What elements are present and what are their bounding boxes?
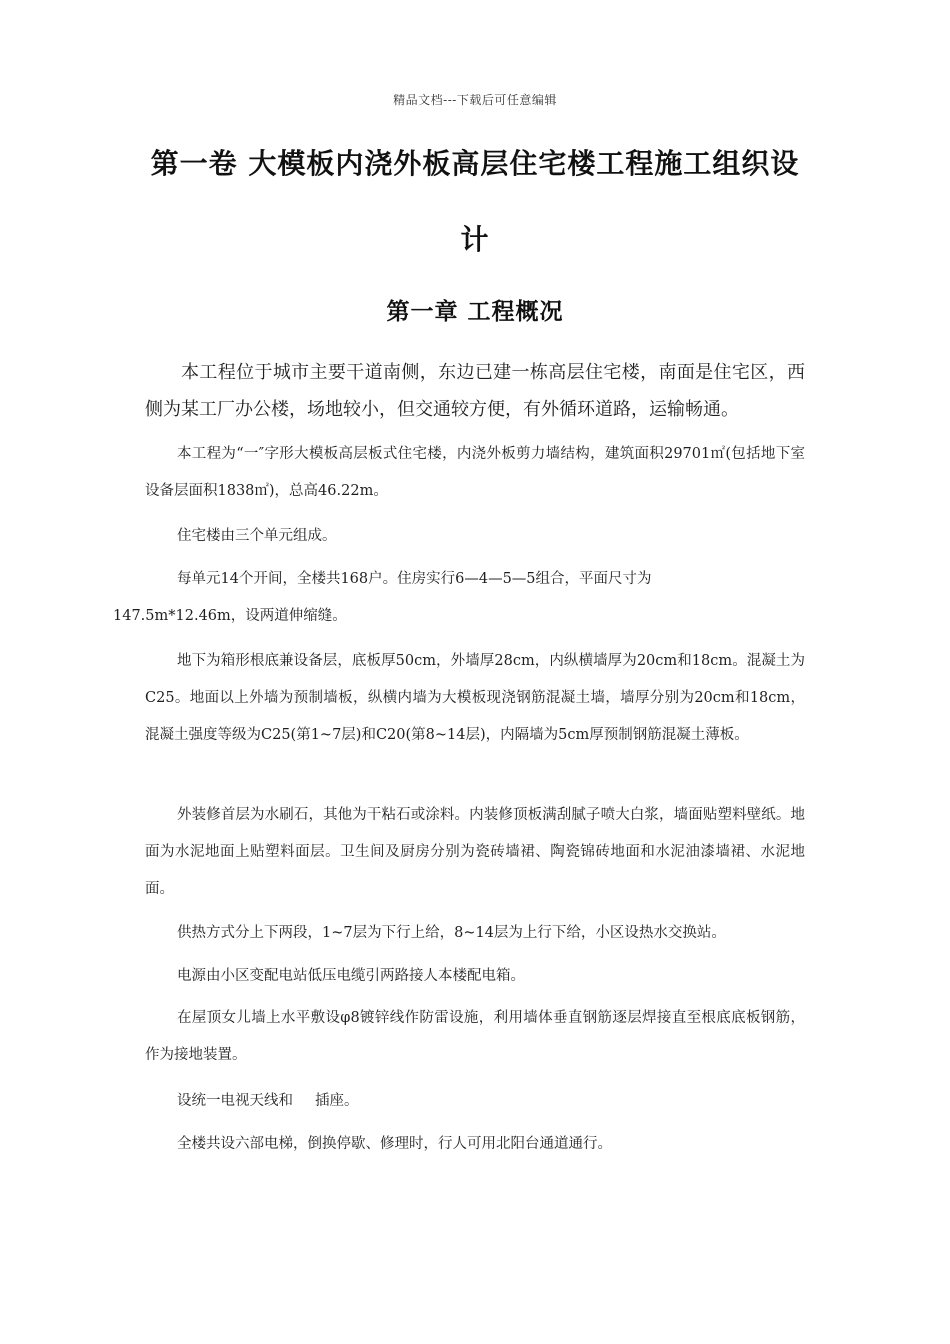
paragraph-bays-line-1: 每单元14个开间，全楼共168户。住房实行6—4—5—5组合，平面尺寸为 bbox=[177, 571, 652, 587]
paragraph-tv-antenna bbox=[145, 1083, 805, 1120]
paragraph-finishes: 外装修首层为水刷石，其他为干粘石或涂料。内装修顶板满刮腻子喷大白浆，墙面贴塑料壁纸。地面为水泥地面上贴塑料面层。卫生间及厨房分别为瓷砖墙裙、陶瓷锦砖地面和水泥油漆墙裙、水泥地面。 bbox=[145, 807, 805, 897]
paragraph-power: 电源由小区变配电站低压电缆引两路接人本楼配电箱。 bbox=[177, 968, 525, 984]
paragraph-structure: 地下为箱形根底兼设备层，底板厚50cm，外墙厚28cm，内纵横墙厚为20cm和18cm。混凝土为C25。地面以上外墙为预制墙板，纵横内墙为大模板现浇钢筋混凝土墙，墙厚分别为20cm和18cm，混凝土强度等级为C25(第1~7层)和C20(第8~14层)，内隔墙为5cm厚预制钢筋混凝土薄板。 bbox=[145, 653, 805, 743]
volume-title-line-1: 第一卷 大模板内浇外板高层住宅楼工程施工组织设 bbox=[150, 147, 800, 180]
chapter-title: 第一章 工程概况 bbox=[386, 299, 564, 325]
page-header: 精品文档---下载后可任意编辑 bbox=[393, 93, 557, 107]
paragraph-location: 本工程位于城市主要干道南侧，东边已建一栋高层住宅楼，南面是住宅区，西侧为某工厂办公楼，场地较小，但交通较方便，有外循环道路，运输畅通。 bbox=[145, 362, 805, 420]
tv-antenna-text-a: 设统一电视天线和 bbox=[177, 1093, 293, 1109]
paragraph-bays bbox=[113, 561, 805, 635]
paragraph-building-overview: 本工程为“一″字形大模板高层板式住宅楼，内浇外板剪力墙结构，建筑面积29701㎡(包括地下室设备层面积1838㎡)，总高46.22m。 bbox=[145, 446, 805, 499]
paragraph-bays-line-2: 147.5m*12.46m，设两道伸缩缝。 bbox=[113, 608, 347, 624]
paragraph-lightning: 在屋顶女儿墙上水平敷设φ8镀锌线作防雷设施，利用墙体垂直钢筋逐层焊接直至根底底板钢筋，作为接地装置。 bbox=[145, 1010, 805, 1063]
paragraph-units: 住宅楼由三个单元组成。 bbox=[177, 528, 337, 544]
tv-antenna-text-b: 插座。 bbox=[315, 1093, 359, 1109]
paragraph-elevators: 全楼共设六部电梯，倒换停歇、修理时，行人可用北阳台通道通行。 bbox=[177, 1136, 612, 1152]
volume-title-line-2: 计 bbox=[460, 223, 490, 256]
paragraph-heating: 供热方式分上下两段，1~7层为下行上给，8~14层为上行下给，小区设热水交换站。 bbox=[177, 925, 726, 941]
